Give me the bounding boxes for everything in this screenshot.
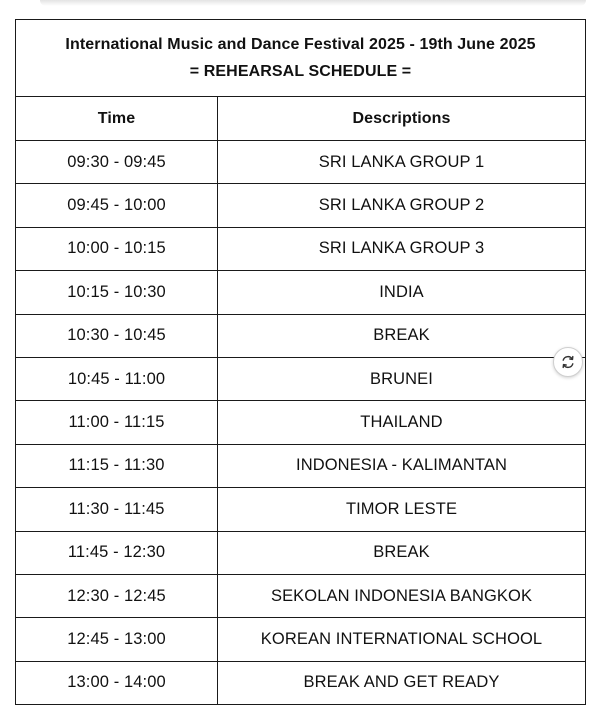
- description-cell: KOREAN INTERNATIONAL SCHOOL: [218, 618, 586, 661]
- time-cell: 11:30 - 11:45: [16, 488, 218, 531]
- table-row: [16, 357, 586, 400]
- time-cell: 12:30 - 12:45: [16, 574, 218, 617]
- time-cell: 12:45 - 13:00: [16, 618, 218, 661]
- schedule-body: [16, 141, 586, 705]
- title-row: [16, 20, 586, 97]
- table-row: [16, 488, 586, 531]
- title-line-2: = REHEARSAL SCHEDULE =: [189, 63, 412, 80]
- rehearsal-schedule-table: [15, 19, 586, 705]
- description-cell: SEKOLAN INDONESIA BANGKOK: [218, 574, 586, 617]
- time-cell: 13:00 - 14:00: [16, 661, 218, 704]
- header-row: [16, 97, 586, 141]
- time-cell: 11:15 - 11:30: [16, 444, 218, 487]
- time-cell: 10:15 - 10:30: [16, 271, 218, 314]
- table-row: [16, 227, 586, 270]
- description-cell: SRI LANKA GROUP 3: [218, 227, 586, 270]
- table-row: [16, 531, 586, 574]
- time-cell: 09:45 - 10:00: [16, 184, 218, 227]
- time-cell: 11:00 - 11:15: [16, 401, 218, 444]
- description-cell: TIMOR LESTE: [218, 488, 586, 531]
- table-row: [16, 618, 586, 661]
- time-cell: 10:30 - 10:45: [16, 314, 218, 357]
- description-cell: BRUNEI: [218, 357, 586, 400]
- table-row: [16, 141, 586, 184]
- description-cell: INDIA: [218, 271, 586, 314]
- refresh-icon: [560, 354, 576, 370]
- table-row: [16, 184, 586, 227]
- description-cell: INDONESIA - KALIMANTAN: [218, 444, 586, 487]
- refresh-button[interactable]: [553, 347, 583, 377]
- description-cell: THAILAND: [218, 401, 586, 444]
- description-cell: BREAK: [218, 531, 586, 574]
- time-cell: 11:45 - 12:30: [16, 531, 218, 574]
- description-cell: SRI LANKA GROUP 2: [218, 184, 586, 227]
- table-row: [16, 401, 586, 444]
- column-header-time: Time: [16, 97, 218, 141]
- description-cell: SRI LANKA GROUP 1: [218, 141, 586, 184]
- time-cell: 10:00 - 10:15: [16, 227, 218, 270]
- description-cell: BREAK: [218, 314, 586, 357]
- table-row: [16, 271, 586, 314]
- top-edge-shadow: [40, 0, 586, 6]
- time-cell: 09:30 - 09:45: [16, 141, 218, 184]
- column-header-descriptions: Descriptions: [218, 97, 586, 141]
- schedule-title: [16, 20, 586, 97]
- table-row: [16, 444, 586, 487]
- table-row: [16, 661, 586, 704]
- table-row: [16, 314, 586, 357]
- title-line-1: International Music and Dance Festival 2025 - 19th June 2025: [65, 36, 536, 53]
- time-cell: 10:45 - 11:00: [16, 357, 218, 400]
- description-cell: BREAK AND GET READY: [218, 661, 586, 704]
- table-row: [16, 574, 586, 617]
